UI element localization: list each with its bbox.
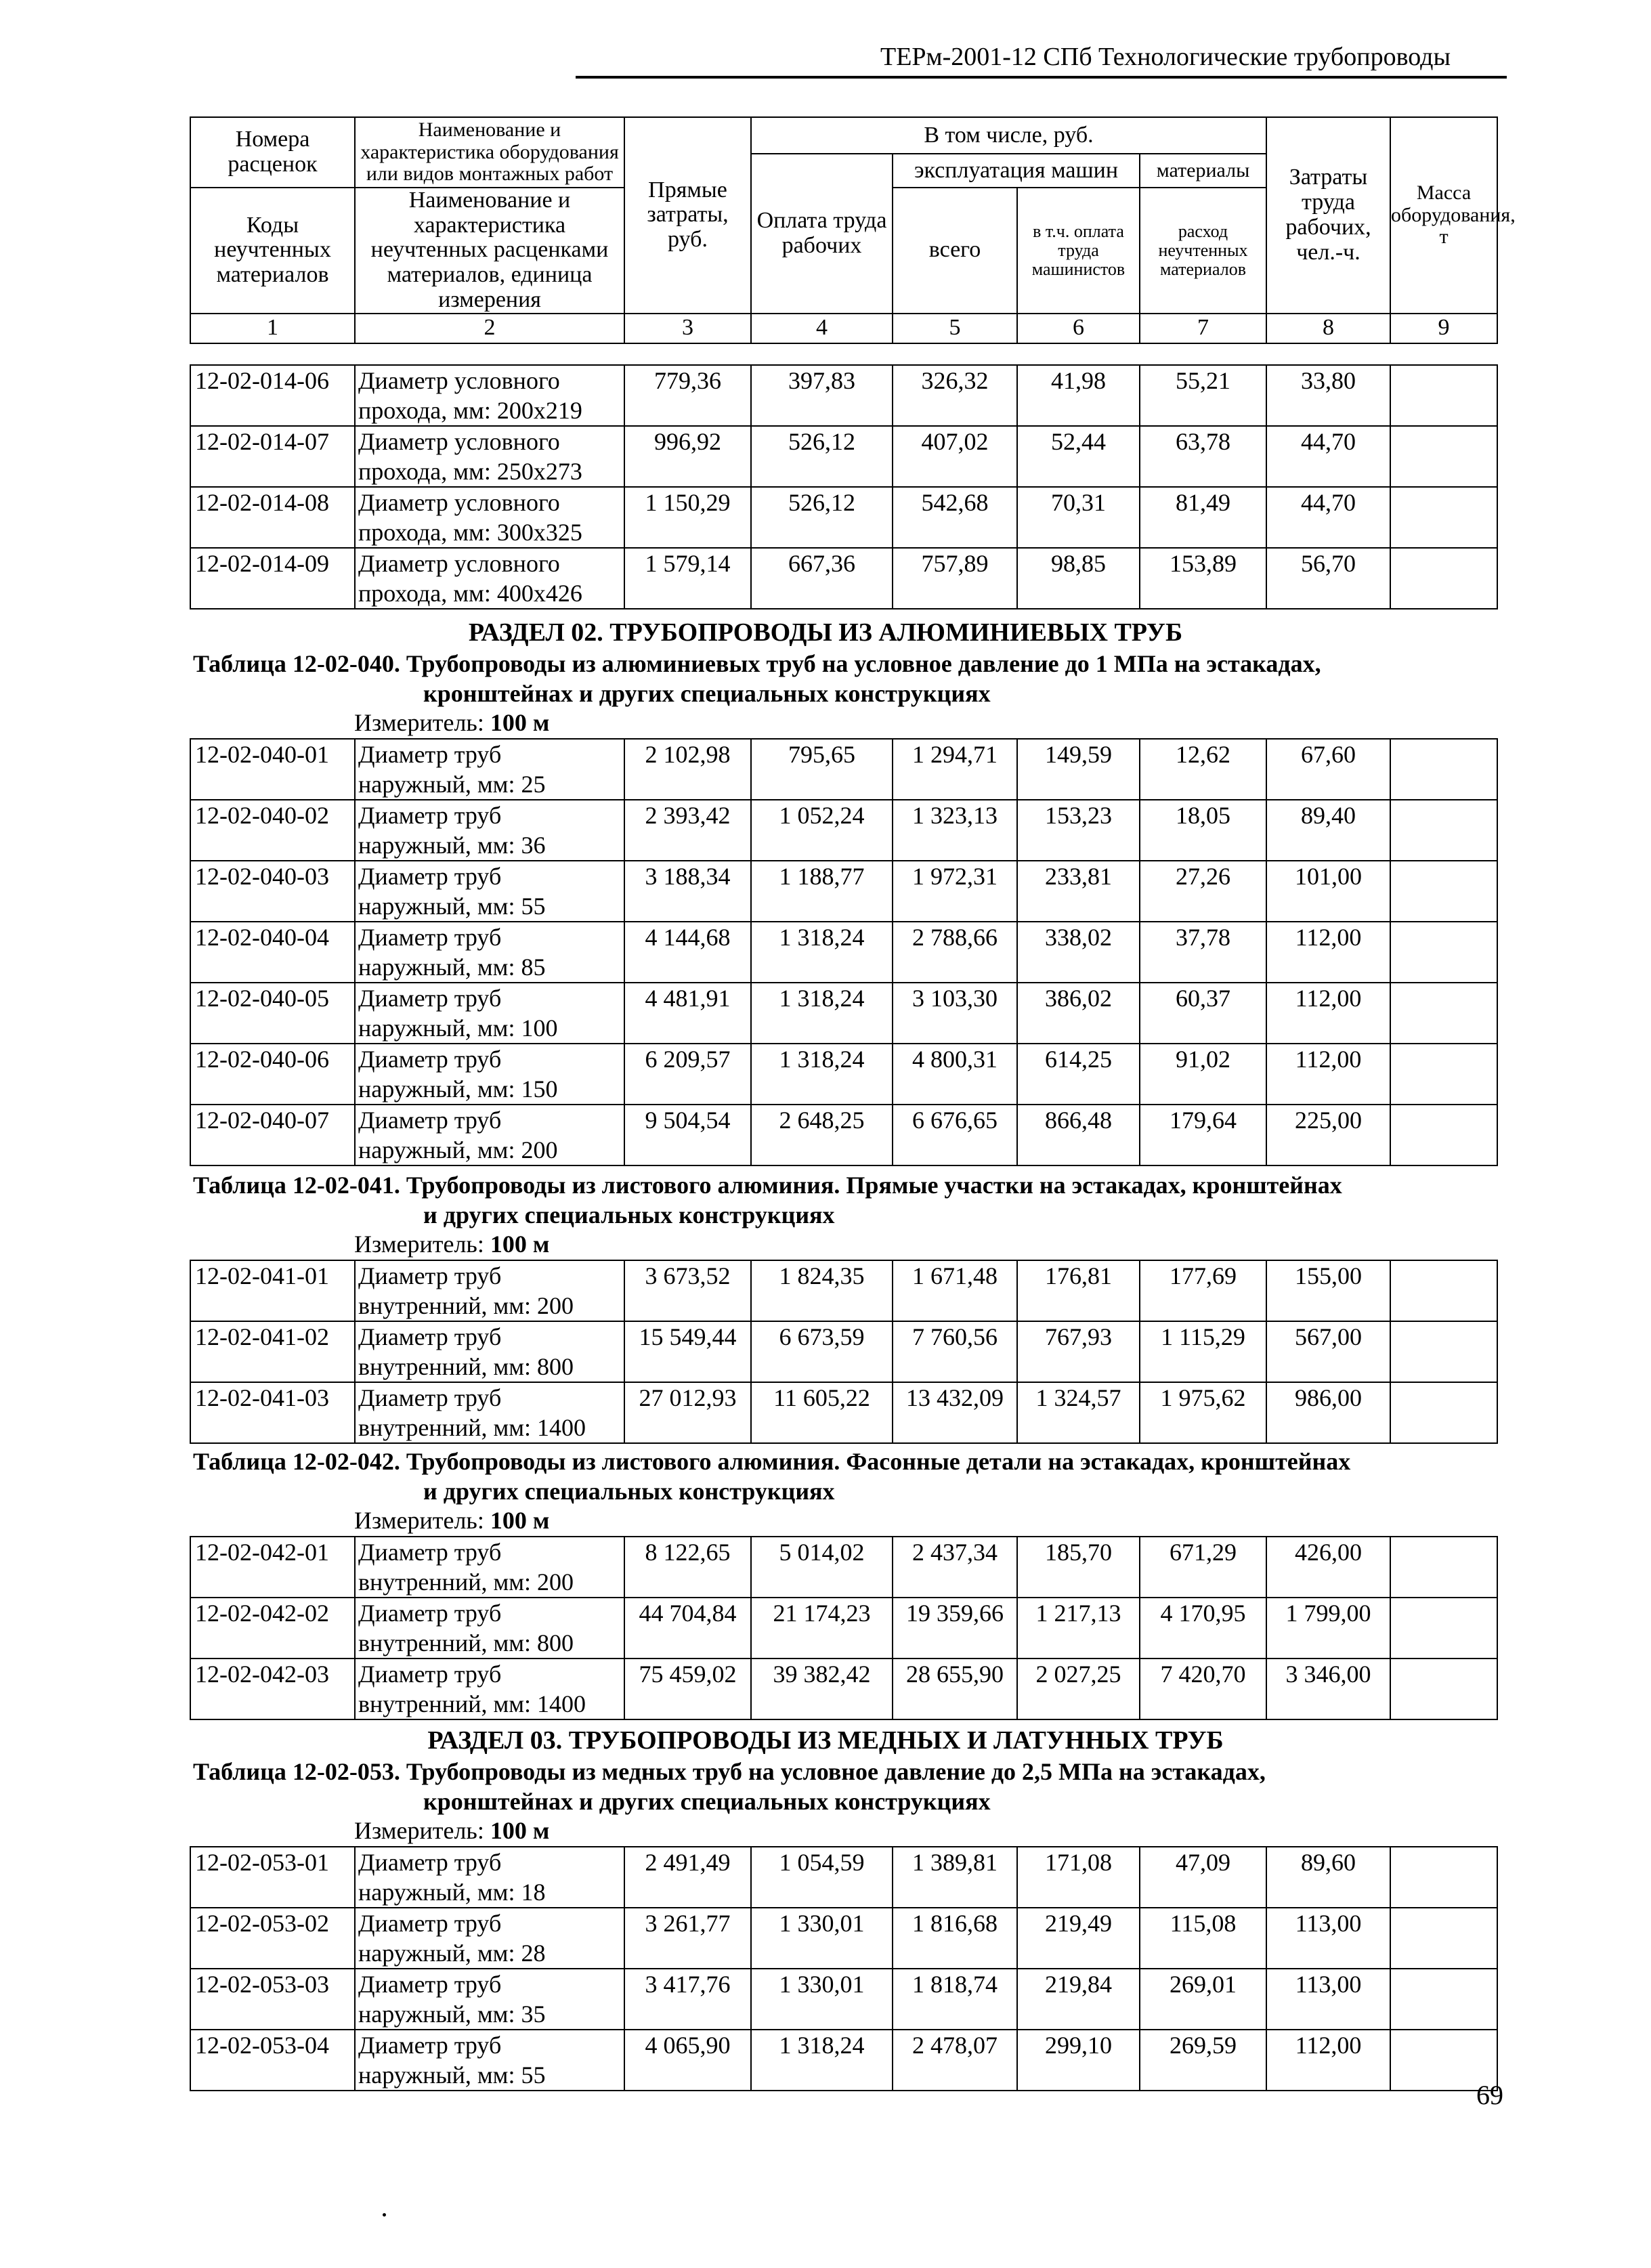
value-cell-c6: 219,84 [1017, 1969, 1140, 2030]
measure-label: Измеритель: [354, 709, 484, 736]
header-unaccounted-codes: Коды неучтенных материалов [190, 188, 355, 314]
measure-value: 100 м [490, 1817, 550, 1844]
value-cell-c9 [1390, 1105, 1497, 1165]
value-cell-c3: 44 704,84 [624, 1598, 751, 1659]
value-cell-c5: 1 972,31 [893, 861, 1017, 922]
value-cell-c7: 63,78 [1140, 426, 1266, 487]
value-cell-c3: 1 579,14 [624, 548, 751, 609]
header-materials: материалы [1140, 154, 1266, 188]
value-cell-c7: 27,26 [1140, 861, 1266, 922]
value-cell-c7: 179,64 [1140, 1105, 1266, 1165]
item-name-line1: Диаметр труб [355, 2030, 624, 2060]
value-cell-c8: 89,60 [1266, 1847, 1390, 1908]
item-name-line2: внутренний, мм: 800 [355, 1352, 624, 1382]
header-unaccounted-name: Наименование и характеристика неучтенных расценками материалов, единица измерения [355, 188, 624, 314]
header-in-total: В том числе, руб. [751, 117, 1266, 154]
value-cell-c9 [1390, 1537, 1497, 1598]
col-number: 5 [893, 314, 1017, 343]
value-cell-c4: 795,65 [751, 739, 893, 800]
value-cell-c3: 4 065,90 [624, 2030, 751, 2091]
value-cell-c4: 1 318,24 [751, 1044, 893, 1105]
value-cell-c4: 526,12 [751, 426, 893, 487]
value-cell-c5: 407,02 [893, 426, 1017, 487]
value-cell-c4: 1 052,24 [751, 800, 893, 861]
header-unaccounted-materials: расход неучтенных материалов [1140, 188, 1266, 314]
rate-code: 12-02-053-04 [190, 2030, 355, 2091]
value-cell-c8: 56,70 [1266, 548, 1390, 609]
section-heading-02: РАЗДЕЛ 02. ТРУБОПРОВОДЫ ИЗ АЛЮМИНИЕВЫХ ТРУБ [468, 618, 1183, 647]
col-number: 2 [355, 314, 624, 343]
value-cell-c9 [1390, 426, 1497, 487]
value-cell-c6: 41,98 [1017, 365, 1140, 426]
caption-line: и других специальных конструкциях [423, 1201, 835, 1228]
rate-code: 12-02-053-03 [190, 1969, 355, 2030]
col-number: 7 [1140, 314, 1266, 343]
value-cell-c6: 219,49 [1017, 1908, 1140, 1969]
value-cell-c7: 153,89 [1140, 548, 1266, 609]
item-name-line2: прохода, мм: 250х273 [355, 456, 624, 487]
value-cell-c3: 996,92 [624, 426, 751, 487]
value-cell-c5: 2 788,66 [893, 922, 1017, 983]
rate-code: 12-02-014-06 [190, 365, 355, 426]
rate-code: 12-02-040-07 [190, 1105, 355, 1165]
price-table-040 [190, 738, 1498, 1166]
item-name-line2: наружный, мм: 100 [355, 1013, 624, 1044]
value-cell-c4: 1 054,59 [751, 1847, 893, 1908]
value-cell-c7: 4 170,95 [1140, 1598, 1266, 1659]
value-cell-c6: 149,59 [1017, 739, 1140, 800]
value-cell-c5: 2 437,34 [893, 1537, 1017, 1598]
item-name-line1: Диаметр труб [355, 800, 624, 830]
rate-code: 12-02-041-02 [190, 1321, 355, 1382]
rate-code: 12-02-042-03 [190, 1659, 355, 1719]
value-cell-c6: 233,81 [1017, 861, 1140, 922]
value-cell-c5: 1 671,48 [893, 1260, 1017, 1321]
value-cell-c3: 2 491,49 [624, 1847, 751, 1908]
measure-label: Измеритель: [354, 1507, 484, 1534]
value-cell-c4: 1 318,24 [751, 983, 893, 1044]
measure-value: 100 м [490, 1231, 550, 1258]
item-name-line1: Диаметр условного [355, 487, 624, 517]
item-name-line2: наружный, мм: 85 [355, 952, 624, 983]
value-cell-c8: 113,00 [1266, 1908, 1390, 1969]
item-name-line2: наружный, мм: 150 [355, 1074, 624, 1105]
col-number: 3 [624, 314, 751, 343]
value-cell-c6: 52,44 [1017, 426, 1140, 487]
header-machines: эксплуатация машин [893, 154, 1140, 188]
header-machines-all: всего [893, 188, 1017, 314]
value-cell-c8: 112,00 [1266, 922, 1390, 983]
value-cell-c5: 3 103,30 [893, 983, 1017, 1044]
value-cell-c4: 526,12 [751, 487, 893, 548]
price-table-014 [190, 364, 1498, 609]
item-name-line2: внутренний, мм: 1400 [355, 1689, 624, 1719]
value-cell-c8: 986,00 [1266, 1382, 1390, 1443]
value-cell-c3: 75 459,02 [624, 1659, 751, 1719]
header-codes: Номера расценок [190, 117, 355, 188]
item-name-line2: наружный, мм: 55 [355, 891, 624, 922]
item-name-line2: наружный, мм: 28 [355, 1938, 624, 1969]
value-cell-c3: 27 012,93 [624, 1382, 751, 1443]
value-cell-c9 [1390, 548, 1497, 609]
col-number: 9 [1390, 314, 1497, 343]
measure-053 [354, 1816, 549, 1845]
value-cell-c9 [1390, 1969, 1497, 2030]
rate-code: 12-02-053-01 [190, 1847, 355, 1908]
caption-line: кронштейнах и других специальных конструкциях [423, 680, 991, 707]
item-name-line1: Диаметр труб [355, 1382, 624, 1413]
value-cell-c4: 5 014,02 [751, 1537, 893, 1598]
caption-line: Таблица 12-02-040. Трубопроводы из алюминиевых труб на условное давление до 1 МПа на эстакадах, [193, 650, 1321, 677]
rate-code: 12-02-040-06 [190, 1044, 355, 1105]
measure-value: 100 м [490, 709, 550, 736]
caption-line: Таблица 12-02-041. Трубопроводы из листового алюминия. Прямые участки на эстакадах, кронштейнах [193, 1172, 1342, 1199]
value-cell-c9 [1390, 365, 1497, 426]
item-name-line2: внутренний, мм: 200 [355, 1291, 624, 1321]
item-name-line1: Диаметр условного [355, 365, 624, 395]
table-caption-042 [193, 1447, 1514, 1506]
price-table-053 [190, 1846, 1498, 2091]
price-table-042 [190, 1536, 1498, 1720]
item-name-line1: Диаметр условного [355, 548, 624, 578]
value-cell-c8: 67,60 [1266, 739, 1390, 800]
item-name-line2: прохода, мм: 200х219 [355, 395, 624, 426]
rate-code: 12-02-042-02 [190, 1598, 355, 1659]
item-name-line2: наружный, мм: 55 [355, 2060, 624, 2091]
value-cell-c4: 39 382,42 [751, 1659, 893, 1719]
header-incl-pay: в т.ч. оплата труда машинистов [1017, 188, 1140, 314]
value-cell-c5: 1 294,71 [893, 739, 1017, 800]
item-name-line2: прохода, мм: 400х426 [355, 578, 624, 609]
value-cell-c6: 171,08 [1017, 1847, 1140, 1908]
item-name-line1: Диаметр труб [355, 1260, 624, 1291]
value-cell-c7: 177,69 [1140, 1260, 1266, 1321]
value-cell-c4: 397,83 [751, 365, 893, 426]
value-cell-c3: 779,36 [624, 365, 751, 426]
price-table-041 [190, 1260, 1498, 1444]
value-cell-c8: 155,00 [1266, 1260, 1390, 1321]
value-cell-c9 [1390, 1382, 1497, 1443]
item-name-line1: Диаметр труб [355, 861, 624, 891]
value-cell-c7: 269,01 [1140, 1969, 1266, 2030]
value-cell-c9 [1390, 1260, 1497, 1321]
caption-line: и других специальных конструкциях [423, 1478, 835, 1505]
item-name-line2: наружный, мм: 25 [355, 769, 624, 800]
item-name-line1: Диаметр труб [355, 1598, 624, 1628]
rate-code: 12-02-041-01 [190, 1260, 355, 1321]
table-caption-041 [193, 1170, 1514, 1230]
header-name: Наименование и характеристика оборудования или видов монтажных работ [355, 117, 624, 188]
value-cell-c7: 1 975,62 [1140, 1382, 1266, 1443]
header-labor-pay: Оплата труда рабочих [751, 154, 893, 314]
header-equip-mass: Масса оборудования, т [1390, 117, 1497, 314]
value-cell-c6: 1 324,57 [1017, 1382, 1140, 1443]
value-cell-c5: 7 760,56 [893, 1321, 1017, 1382]
rate-code: 12-02-040-05 [190, 983, 355, 1044]
item-name-line1: Диаметр труб [355, 1659, 624, 1689]
value-cell-c3: 9 504,54 [624, 1105, 751, 1165]
value-cell-c4: 1 824,35 [751, 1260, 893, 1321]
item-name-line2: внутренний, мм: 200 [355, 1567, 624, 1598]
value-cell-c5: 6 676,65 [893, 1105, 1017, 1165]
value-cell-c4: 2 648,25 [751, 1105, 893, 1165]
value-cell-c8: 225,00 [1266, 1105, 1390, 1165]
col-number: 8 [1266, 314, 1390, 343]
value-cell-c8: 3 346,00 [1266, 1659, 1390, 1719]
value-cell-c5: 757,89 [893, 548, 1017, 609]
value-cell-c5: 1 323,13 [893, 800, 1017, 861]
page-number: 69 [1476, 2080, 1503, 2110]
value-cell-c9 [1390, 1598, 1497, 1659]
value-cell-c9 [1390, 861, 1497, 922]
value-cell-c8: 89,40 [1266, 800, 1390, 861]
header-direct-costs: Прямые затраты, руб. [624, 117, 751, 314]
value-cell-c7: 81,49 [1140, 487, 1266, 548]
value-cell-c8: 567,00 [1266, 1321, 1390, 1382]
item-name-line2: внутренний, мм: 800 [355, 1628, 624, 1659]
item-name-line1: Диаметр труб [355, 1847, 624, 1877]
value-cell-c4: 11 605,22 [751, 1382, 893, 1443]
value-cell-c3: 3 188,34 [624, 861, 751, 922]
value-cell-c7: 269,59 [1140, 2030, 1266, 2091]
table-caption-053 [193, 1757, 1514, 1816]
value-cell-c5: 2 478,07 [893, 2030, 1017, 2091]
value-cell-c8: 426,00 [1266, 1537, 1390, 1598]
value-cell-c5: 1 389,81 [893, 1847, 1017, 1908]
value-cell-c6: 338,02 [1017, 922, 1140, 983]
value-cell-c5: 13 432,09 [893, 1382, 1017, 1443]
item-name-line1: Диаметр труб [355, 1321, 624, 1352]
item-name-line1: Диаметр труб [355, 983, 624, 1013]
item-name-line2: наружный, мм: 36 [355, 830, 624, 861]
value-cell-c9 [1390, 1044, 1497, 1105]
value-cell-c4: 21 174,23 [751, 1598, 893, 1659]
rate-code: 12-02-014-09 [190, 548, 355, 609]
measure-label: Измеритель: [354, 1817, 484, 1844]
value-cell-c5: 4 800,31 [893, 1044, 1017, 1105]
item-name-line2: наружный, мм: 200 [355, 1135, 624, 1165]
value-cell-c6: 1 217,13 [1017, 1598, 1140, 1659]
value-cell-c6: 2 027,25 [1017, 1659, 1140, 1719]
value-cell-c3: 8 122,65 [624, 1537, 751, 1598]
rate-code: 12-02-040-01 [190, 739, 355, 800]
value-cell-c4: 1 330,01 [751, 1908, 893, 1969]
value-cell-c5: 28 655,90 [893, 1659, 1017, 1719]
value-cell-c3: 4 481,91 [624, 983, 751, 1044]
value-cell-c6: 176,81 [1017, 1260, 1140, 1321]
value-cell-c9 [1390, 1321, 1497, 1382]
value-cell-c7: 671,29 [1140, 1537, 1266, 1598]
rate-code: 12-02-014-07 [190, 426, 355, 487]
value-cell-c5: 326,32 [893, 365, 1017, 426]
value-cell-c7: 47,09 [1140, 1847, 1266, 1908]
measure-040 [354, 708, 549, 737]
item-name-line1: Диаметр труб [355, 922, 624, 952]
item-name-line2: внутренний, мм: 1400 [355, 1413, 624, 1443]
value-cell-c5: 19 359,66 [893, 1598, 1017, 1659]
item-name-line1: Диаметр труб [355, 1908, 624, 1938]
value-cell-c7: 12,62 [1140, 739, 1266, 800]
value-cell-c3: 2 102,98 [624, 739, 751, 800]
value-cell-c7: 115,08 [1140, 1908, 1266, 1969]
value-cell-c4: 1 188,77 [751, 861, 893, 922]
value-cell-c5: 542,68 [893, 487, 1017, 548]
rate-code: 12-02-040-04 [190, 922, 355, 983]
value-cell-c8: 112,00 [1266, 2030, 1390, 2091]
rate-code: 12-02-042-01 [190, 1537, 355, 1598]
value-cell-c7: 7 420,70 [1140, 1659, 1266, 1719]
value-cell-c9 [1390, 1659, 1497, 1719]
value-cell-c8: 44,70 [1266, 487, 1390, 548]
value-cell-c3: 1 150,29 [624, 487, 751, 548]
column-header-table [190, 116, 1516, 344]
value-cell-c4: 667,36 [751, 548, 893, 609]
item-name-line1: Диаметр условного [355, 426, 624, 456]
caption-line: Таблица 12-02-042. Трубопроводы из листового алюминия. Фасонные детали на эстакадах, кронштейнах [193, 1448, 1351, 1475]
section-heading-03: РАЗДЕЛ 03. ТРУБОПРОВОДЫ ИЗ МЕДНЫХ И ЛАТУННЫХ ТРУБ [427, 1726, 1224, 1755]
value-cell-c9 [1390, 739, 1497, 800]
value-cell-c9 [1390, 1847, 1497, 1908]
value-cell-c5: 1 818,74 [893, 1969, 1017, 2030]
value-cell-c7: 55,21 [1140, 365, 1266, 426]
running-head: ТЕРм-2001-12 СПб Технологические трубопроводы [880, 43, 1451, 71]
rate-code: 12-02-041-03 [190, 1382, 355, 1443]
caption-line: кронштейнах и других специальных конструкциях [423, 1788, 991, 1815]
value-cell-c5: 1 816,68 [893, 1908, 1017, 1969]
measure-label: Измеритель: [354, 1231, 484, 1258]
rate-code: 12-02-014-08 [190, 487, 355, 548]
col-number: 1 [190, 314, 355, 343]
value-cell-c9 [1390, 1908, 1497, 1969]
header-labor-cost: Затраты труда рабочих, чел.-ч. [1266, 117, 1390, 314]
col-number: 6 [1017, 314, 1140, 343]
value-cell-c8: 112,00 [1266, 983, 1390, 1044]
measure-value: 100 м [490, 1507, 550, 1534]
value-cell-c7: 18,05 [1140, 800, 1266, 861]
rate-code: 12-02-053-02 [190, 1908, 355, 1969]
value-cell-c4: 1 318,24 [751, 922, 893, 983]
measure-042 [354, 1506, 549, 1535]
value-cell-c3: 4 144,68 [624, 922, 751, 983]
value-cell-c6: 614,25 [1017, 1044, 1140, 1105]
value-cell-c6: 70,31 [1017, 487, 1140, 548]
item-name-line2: наружный, мм: 35 [355, 1999, 624, 2030]
value-cell-c4: 1 330,01 [751, 1969, 893, 2030]
value-cell-c4: 1 318,24 [751, 2030, 893, 2091]
value-cell-c6: 386,02 [1017, 983, 1140, 1044]
value-cell-c3: 15 549,44 [624, 1321, 751, 1382]
table-caption-040 [193, 649, 1514, 708]
value-cell-c7: 60,37 [1140, 983, 1266, 1044]
value-cell-c9 [1390, 922, 1497, 983]
caption-line: Таблица 12-02-053. Трубопроводы из медных труб на условное давление до 2,5 МПа на эстакадах, [193, 1758, 1266, 1785]
value-cell-c7: 91,02 [1140, 1044, 1266, 1105]
value-cell-c6: 98,85 [1017, 548, 1140, 609]
value-cell-c7: 1 115,29 [1140, 1321, 1266, 1382]
header-rule [576, 76, 1507, 79]
value-cell-c8: 112,00 [1266, 1044, 1390, 1105]
value-cell-c9 [1390, 800, 1497, 861]
item-name-line1: Диаметр труб [355, 1044, 624, 1074]
item-name-line1: Диаметр труб [355, 1105, 624, 1135]
value-cell-c3: 3 261,77 [624, 1908, 751, 1969]
value-cell-c4: 6 673,59 [751, 1321, 893, 1382]
value-cell-c9 [1390, 487, 1497, 548]
item-name-line1: Диаметр труб [355, 739, 624, 769]
value-cell-c6: 866,48 [1017, 1105, 1140, 1165]
rate-code: 12-02-040-03 [190, 861, 355, 922]
measure-041 [354, 1230, 549, 1258]
item-name-line2: прохода, мм: 300х325 [355, 517, 624, 548]
value-cell-c8: 1 799,00 [1266, 1598, 1390, 1659]
value-cell-c3: 3 673,52 [624, 1260, 751, 1321]
value-cell-c6: 185,70 [1017, 1537, 1140, 1598]
rate-code: 12-02-040-02 [190, 800, 355, 861]
scan-speck [383, 2213, 386, 2217]
value-cell-c6: 299,10 [1017, 2030, 1140, 2091]
item-name-line1: Диаметр труб [355, 1537, 624, 1567]
value-cell-c3: 3 417,76 [624, 1969, 751, 2030]
value-cell-c8: 33,80 [1266, 365, 1390, 426]
value-cell-c3: 6 209,57 [624, 1044, 751, 1105]
value-cell-c8: 113,00 [1266, 1969, 1390, 2030]
value-cell-c3: 2 393,42 [624, 800, 751, 861]
value-cell-c8: 44,70 [1266, 426, 1390, 487]
value-cell-c6: 767,93 [1017, 1321, 1140, 1382]
col-number: 4 [751, 314, 893, 343]
value-cell-c7: 37,78 [1140, 922, 1266, 983]
value-cell-c6: 153,23 [1017, 800, 1140, 861]
item-name-line1: Диаметр труб [355, 1969, 624, 1999]
value-cell-c8: 101,00 [1266, 861, 1390, 922]
item-name-line2: наружный, мм: 18 [355, 1877, 624, 1908]
value-cell-c9 [1390, 983, 1497, 1044]
